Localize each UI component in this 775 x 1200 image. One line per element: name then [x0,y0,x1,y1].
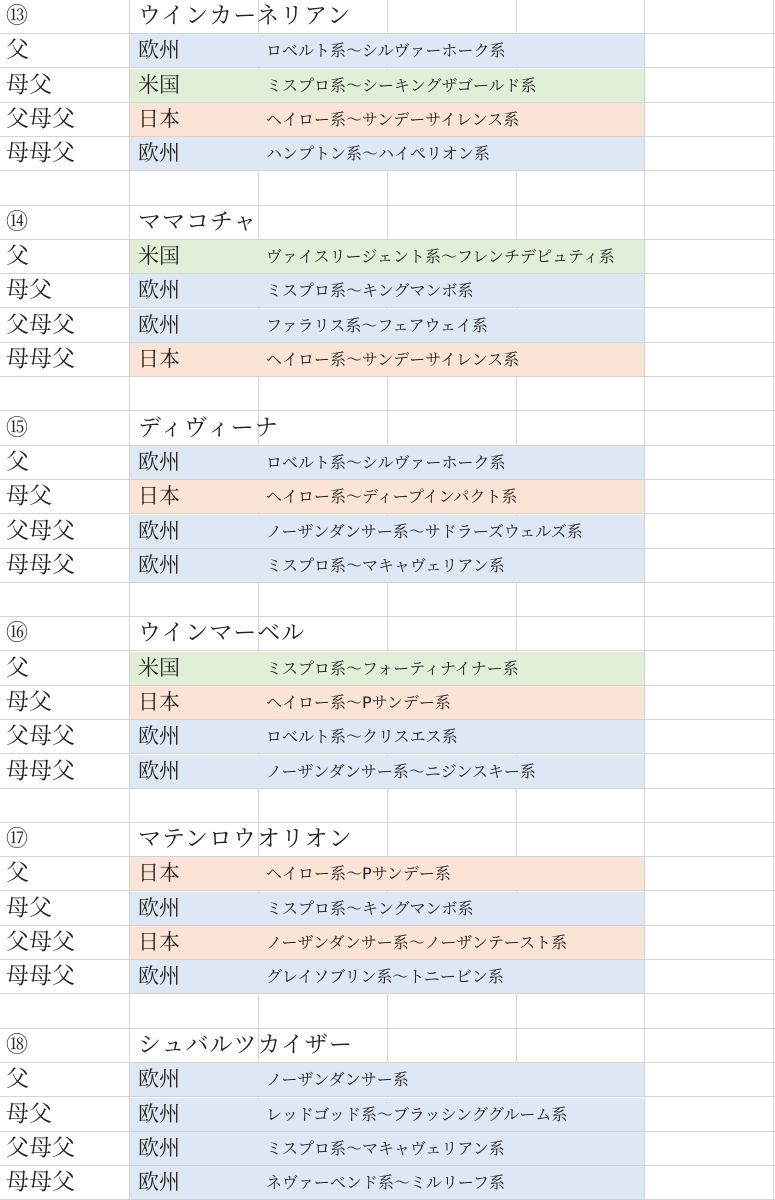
pedigree-row [0,34,775,68]
sire-line: ミスプロ系〜マキャヴェリアン系 [266,1139,505,1158]
horse-name: ママコチャ [138,209,258,235]
horse-number: ⑬ [6,4,29,29]
sire-line: ロベルト系〜クリスエス系 [266,727,458,746]
sire-line: レッドゴッド系〜ブラッシンググルーム系 [266,1105,568,1124]
region-label: 日本 [138,690,180,714]
horse-number: ⑯ [6,621,29,646]
region-label: 欧州 [138,1136,180,1160]
sire-line: ヴァイスリージェント系〜フレンチデピュティ系 [266,247,615,266]
sire-line: ネヴァーベンド系〜ミルリーフ系 [266,1173,506,1192]
pedigree-row [0,343,775,377]
region-label: 欧州 [138,313,180,337]
pedigree-row [0,480,775,514]
horse-name: ウインカーネリアン [138,3,352,29]
pedigree-row [0,515,775,549]
region-label: 欧州 [138,141,180,165]
pedigree-role: 父母父 [6,312,75,338]
blank-row [0,172,775,206]
pedigree-role: 母母父 [6,346,75,372]
pedigree-role: 父 [6,1066,29,1092]
region-label: 欧州 [138,759,180,783]
pedigree-role: 父 [6,860,29,886]
horse-header-row [0,412,775,446]
sire-line: ミスプロ系〜シーキングザゴールド系 [266,76,537,95]
horse-number: ⑮ [6,416,29,441]
pedigree-row [0,755,775,789]
region-label: 日本 [138,861,180,885]
pedigree-row [0,549,775,583]
pedigree-row [0,274,775,308]
pedigree-row [0,652,775,686]
pedigree-row [0,240,775,274]
pedigree-role: 父 [6,243,29,269]
pedigree-row [0,892,775,926]
sire-line: ミスプロ系〜フォーティナイナー系 [266,659,519,678]
sire-line: ミスプロ系〜マキャヴェリアン系 [266,556,505,575]
sire-line: ヘイロー系〜ディープインパクト系 [266,487,518,506]
pedigree-role: 母父 [6,72,52,98]
blank-row [0,789,775,823]
pedigree-row [0,857,775,891]
pedigree-role: 母母父 [6,758,75,784]
sire-line: ミスプロ系〜キングマンボ系 [266,899,474,918]
region-label: 米国 [138,244,180,268]
pedigree-role: 父母父 [6,106,75,132]
pedigree-row [0,1098,775,1132]
sire-line: グレイソブリン系〜トニービン系 [266,967,504,986]
horse-name: ウインマーベル [138,620,306,646]
horse-name: ディヴィーナ [138,415,279,441]
region-label: 日本 [138,930,180,954]
pedigree-row [0,446,775,480]
pedigree-row [0,309,775,343]
pedigree-role: 母父 [6,1101,52,1127]
horse-header-row [0,1029,775,1063]
horse-name: マテンロウオリオン [138,826,353,852]
region-label: 欧州 [138,1170,180,1194]
sire-line: ヘイロー系〜Pサンデー系 [266,864,451,883]
sire-line: ハンプトン系〜ハイペリオン系 [266,144,490,163]
pedigree-role: 母父 [6,689,52,715]
pedigree-row [0,1132,775,1166]
pedigree-row [0,1166,775,1200]
sire-line: ノーザンダンサー系 [266,1070,409,1089]
pedigree-role: 父母父 [6,929,75,955]
pedigree-role: 父 [6,655,29,681]
horse-header-row [0,823,775,857]
region-label: 日本 [138,484,180,508]
pedigree-role: 父母父 [6,518,75,544]
region-label: 日本 [138,347,180,371]
region-label: 米国 [138,73,180,97]
sire-line: ヘイロー系〜Pサンデー系 [266,693,451,712]
pedigree-role: 母父 [6,277,52,303]
region-label: 欧州 [138,1102,180,1126]
horse-number: ⑰ [6,827,29,852]
region-label: 日本 [138,107,180,131]
horse-header-row [0,206,775,240]
region-label: 欧州 [138,964,180,988]
region-label: 欧州 [138,1067,180,1091]
region-label: 欧州 [138,553,180,577]
pedigree-role: 母母父 [6,552,75,578]
region-label: 欧州 [138,278,180,302]
pedigree-row [0,686,775,720]
region-label: 欧州 [138,724,180,748]
sire-line: ロベルト系〜シルヴァーホーク系 [266,453,506,472]
pedigree-role: 父 [6,37,29,63]
sire-line: ノーザンダンサー系〜サドラーズウェルズ系 [266,522,583,541]
horse-header-row [0,0,775,34]
pedigree-role: 母母父 [6,963,75,989]
pedigree-row [0,926,775,960]
sire-line: ミスプロ系〜キングマンボ系 [266,281,474,300]
horse-number: ⑱ [6,1033,29,1058]
region-label: 欧州 [138,450,180,474]
blank-row [0,995,775,1029]
horse-name: シュバルツカイザー [138,1032,353,1058]
blank-row [0,583,775,617]
pedigree-role: 母父 [6,895,52,921]
horse-number: ⑭ [6,210,29,235]
sire-line: ファラリス系〜フェアウェイ系 [266,316,488,335]
region-label: 欧州 [138,519,180,543]
pedigree-role: 母母父 [6,140,75,166]
pedigree-role: 父母父 [6,723,75,749]
horse-header-row [0,617,775,651]
pedigree-row [0,720,775,754]
pedigree-row [0,103,775,137]
region-label: 米国 [138,656,180,680]
sire-line: ヘイロー系〜サンデーサイレンス系 [266,350,520,369]
pedigree-row [0,1063,775,1097]
pedigree-row [0,69,775,103]
pedigree-role: 父母父 [6,1135,75,1161]
pedigree-row [0,960,775,994]
sire-line: ヘイロー系〜サンデーサイレンス系 [266,110,520,129]
sire-line: ロベルト系〜シルヴァーホーク系 [266,41,506,60]
pedigree-role: 父 [6,449,29,475]
region-label: 欧州 [138,38,180,62]
sire-line: ノーザンダンサー系〜ノーザンテースト系 [266,933,568,952]
pedigree-role: 母父 [6,483,52,509]
region-label: 欧州 [138,896,180,920]
sire-line: ノーザンダンサー系〜ニジンスキー系 [266,762,536,781]
pedigree-role: 母母父 [6,1169,75,1195]
blank-row [0,377,775,411]
pedigree-row [0,137,775,171]
